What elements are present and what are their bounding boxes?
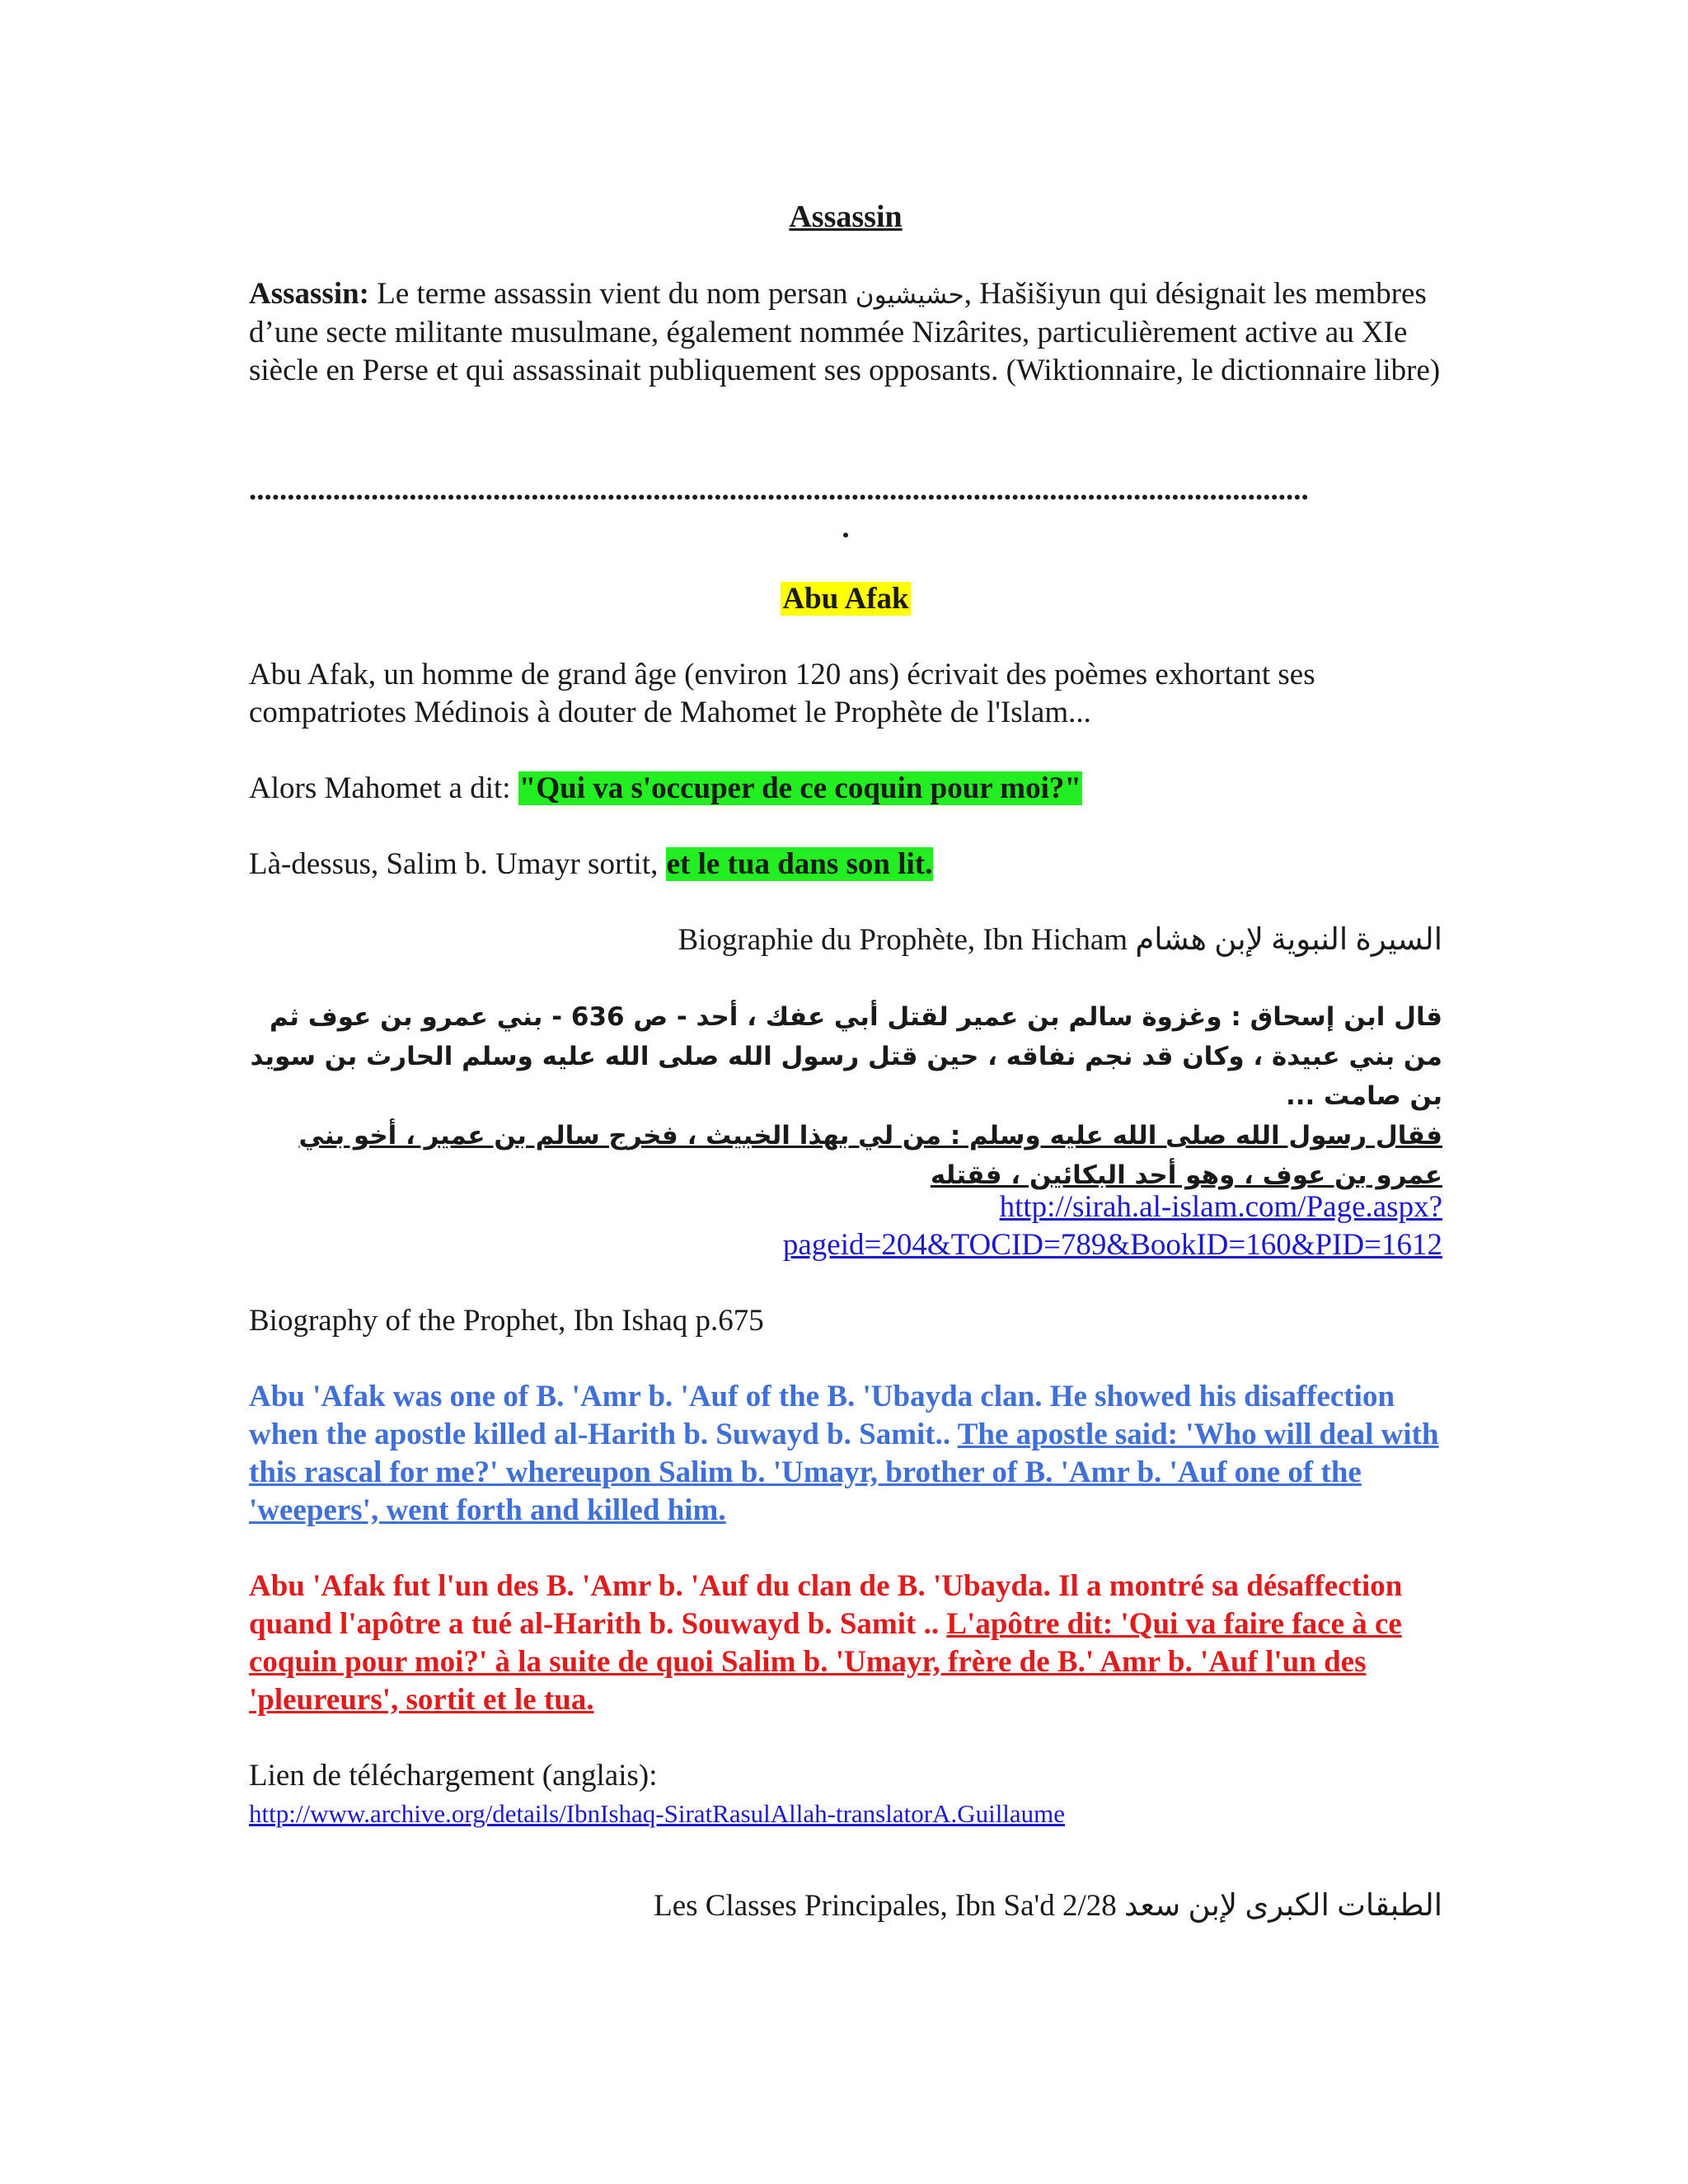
highlighted-quote-1: "Qui va s'occuper de ce coquin pour moi?" (518, 771, 1081, 805)
french-quote-paragraph: Abu 'Afak fut l'un des B. 'Amr b. 'Auf du clan de B. 'Ubayda. Il a montré sa désaffection quand l'apôtre a tué al-Harith b. Souwayd b. Samit .. L'apôtre dit: 'Qui va faire face à ce coquin pour moi?' à la suite de quoi Salim b. 'Umayr, frère de B.' Amr b. 'Auf l'un des 'pleureurs', sortit et le tua. (249, 1569, 1403, 1717)
english-quote-underlined: The apostle said: 'Who will deal with this rascal for me?' whereupon Salim b. 'Umayr, brother of B. 'Amr b. 'Auf one of the 'weepers', went forth and killed him. (249, 1418, 1439, 1527)
download-label: Lien de téléchargement (anglais): (249, 1759, 658, 1793)
english-quote-paragraph: Abu 'Afak was one of B. 'Amr b. 'Auf of the B. 'Ubayda clan. He showed his disaffection when the apostle killed al-Harith b. Suwayd b. Samit.. The apostle said: 'Who will deal with this rascal for me?' whereupon Salim b. 'Umayr, brother of B. 'Amr b. 'Auf one of the 'weepers', went forth and killed him. (249, 1380, 1439, 1527)
definition-text-1: Le terme assassin vient du nom persan (369, 277, 856, 311)
dotted-separator-tail: . (842, 511, 850, 545)
quote-paragraph-2: Là-dessus, Salim b. Umayr sortit, et le tua dans son lit. (249, 847, 933, 881)
classes-reference: Les Classes Principales, Ibn Sa'd 2/28 الطبقات الكبرى لإبن سعد (654, 1889, 1442, 1923)
french-quote-underlined: L'apôtre dit: 'Qui va faire face à ce coquin pour moi?' à la suite de quoi Salim b. 'Umayr, frère de B.' Amr b. 'Auf l'un des 'pleureurs', sortit et le tua. (249, 1607, 1402, 1717)
biography-reference: Biographie du Prophète, Ibn Hicham السيرة النبوية لإبن هشام (678, 923, 1442, 957)
english-biography-reference: Biography of the Prophet, Ibn Ishaq p.675 (249, 1304, 764, 1338)
page-title: Assassin (789, 199, 903, 234)
download-link[interactable]: http://www.archive.org/details/IbnIshaq-SiratRasulAllah-translatorA.Guillaume (249, 1799, 1066, 1828)
arabic-source-text (249, 997, 1442, 1195)
section-title: Abu Afak (782, 582, 909, 616)
definition-text-2: , Hašišiyun qui désignait les membres d’une secte militante musulmane, également nommée Nizârites, particulièrement active au XIe siècle en Perse et qui assassinait publiquement ses opposants. (Wiktionnaire, le dictionnaire libre) (249, 277, 1441, 387)
arabic-paragraph-2: فقال رسول الله صلى الله عليه وسلم : من لي بهذا الخبيث ، فخرج سالم بن عمير ، أخو بني عمرو بن عوف ، وهو أحد البكائين ، فقتله (298, 1121, 1442, 1190)
intro-paragraph: Abu Afak, un homme de grand âge (environ 120 ans) écrivait des poèmes exhortant ses compatriotes Médinois à douter de Mahomet le Prophète de l'Islam... (249, 658, 1315, 729)
definition-term: Assassin: (249, 277, 369, 311)
dotted-separator: ........................................................................................................................................... (249, 473, 1309, 507)
quote-paragraph-1: Alors Mahomet a dit: "Qui va s'occuper de ce coquin pour moi?" (249, 771, 1081, 805)
source-link-1[interactable]: http://sirah.al-islam.com/Page.aspx? pageid=204&TOCID=789&BookID=160&PID=1612 (782, 1190, 1442, 1262)
definition-paragraph (249, 275, 1442, 390)
arabic-paragraph-1: قال ابن إسحاق : وغزوة سالم بن عمير لقتل أبي عفك ، أحد - ص 636 - بني عمرو بن عوف ثم من بني عبيدة ، وكان قد نجم نفاقه ، حين قتل رسول الله صلى الله عليه وسلم الحارث بن سويد بن صامت ... (250, 1002, 1442, 1111)
definition-arabic-term: حشيشيون (855, 280, 964, 310)
highlighted-quote-2: et le tua dans son lit. (666, 847, 933, 881)
